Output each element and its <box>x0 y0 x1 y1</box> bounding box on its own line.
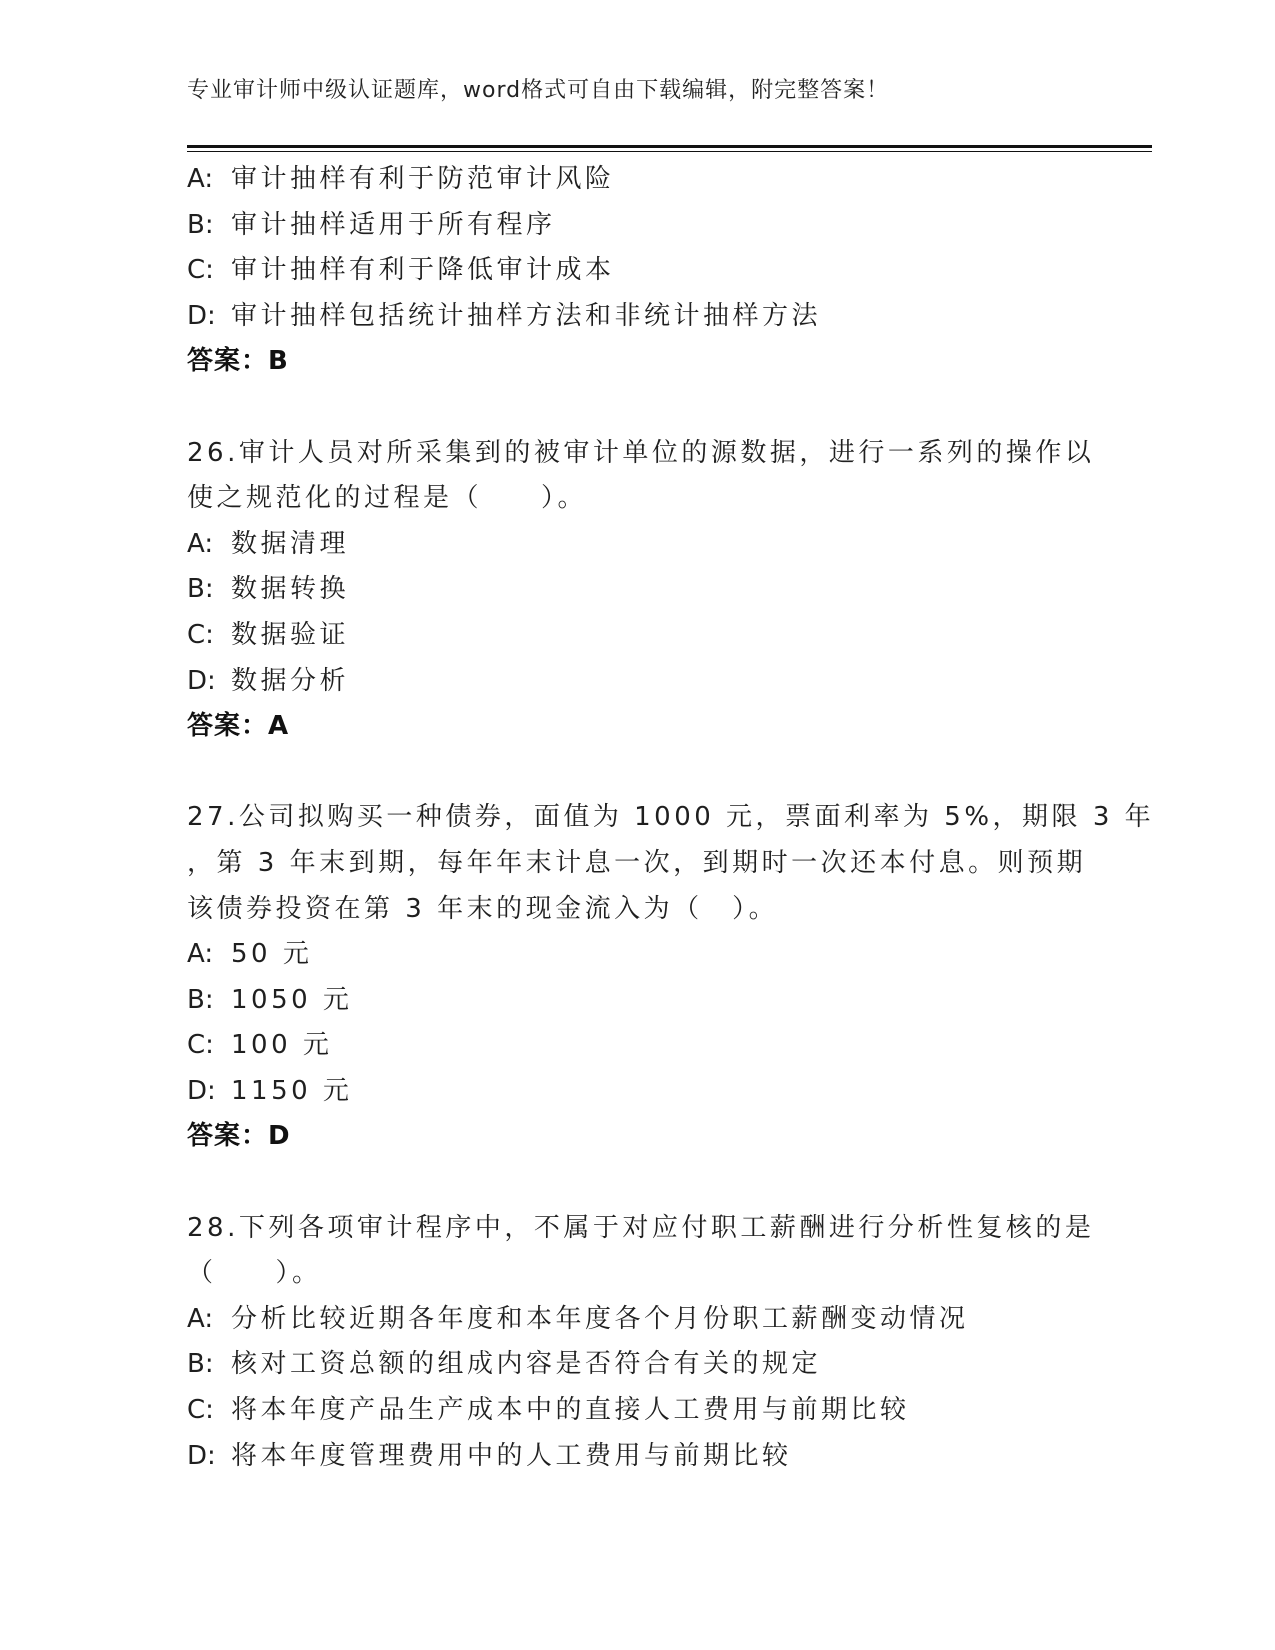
question-25-tail <box>187 157 1087 385</box>
header-rule-thin <box>187 151 1152 152</box>
option-d: D: 将本年度管理费用中的人工费用与前期比较 <box>187 1440 792 1471</box>
question-stem-line: ，第 3 年末到期，每年年末计息一次，到期时一次还本付息。则预期 <box>187 847 1087 878</box>
answer-line: 答案：A <box>187 711 290 742</box>
spacer <box>187 385 1087 431</box>
answer-line: 答案：D <box>187 1121 291 1152</box>
spacer <box>187 1160 1087 1206</box>
option-c: C: 数据验证 <box>187 619 350 650</box>
spacer <box>187 750 1087 796</box>
option-d: D: 审计抽样包括统计抽样方法和非统计抽样方法 <box>187 300 822 331</box>
option-b: B: 1050 元 <box>187 984 353 1015</box>
page-header: 专业审计师中级认证题库，word格式可自由下载编辑，附完整答案！ <box>187 78 890 103</box>
question-28 <box>187 1206 1095 1480</box>
answer-line: 答案：B <box>187 346 289 377</box>
option-b: B: 数据转换 <box>187 574 350 605</box>
option-a: A: 分析比较近期各年度和本年度各个月份职工薪酬变动情况 <box>187 1303 969 1334</box>
question-stem-line: 26.审计人员对所采集到的被审计单位的源数据，进行一系列的操作以 <box>187 437 1095 468</box>
question-stem-line: 使之规范化的过程是（ ）。 <box>187 483 588 514</box>
question-26 <box>187 431 1095 750</box>
header-rule-thick <box>187 145 1152 148</box>
option-d: D: 数据分析 <box>187 665 350 696</box>
option-b: B: 审计抽样适用于所有程序 <box>187 209 556 240</box>
option-a: A: 审计抽样有利于防范审计风险 <box>187 164 615 194</box>
option-c: C: 100 元 <box>187 1030 333 1061</box>
option-a: A: 数据清理 <box>187 528 350 559</box>
option-c: C: 将本年度产品生产成本中的直接人工费用与前期比较 <box>187 1395 910 1426</box>
question-content <box>187 157 1155 1479</box>
question-stem-line: 28.下列各项审计程序中，不属于对应付职工薪酬进行分析性复核的是 <box>187 1212 1095 1243</box>
option-c: C: 审计抽样有利于降低审计成本 <box>187 255 615 286</box>
option-b: B: 核对工资总额的组成内容是否符合有关的规定 <box>187 1349 822 1380</box>
question-stem-line: （ ）。 <box>187 1258 322 1289</box>
question-stem-line: 该债券投资在第 3 年末的现金流入为（ ）。 <box>187 893 779 924</box>
question-stem-line: 27.公司拟购买一种债券，面值为 1000 元，票面利率为 5%，期限 3 年 <box>187 802 1155 833</box>
question-27 <box>187 795 1155 1160</box>
option-d: D: 1150 元 <box>187 1075 353 1106</box>
option-a: A: 50 元 <box>187 939 313 970</box>
